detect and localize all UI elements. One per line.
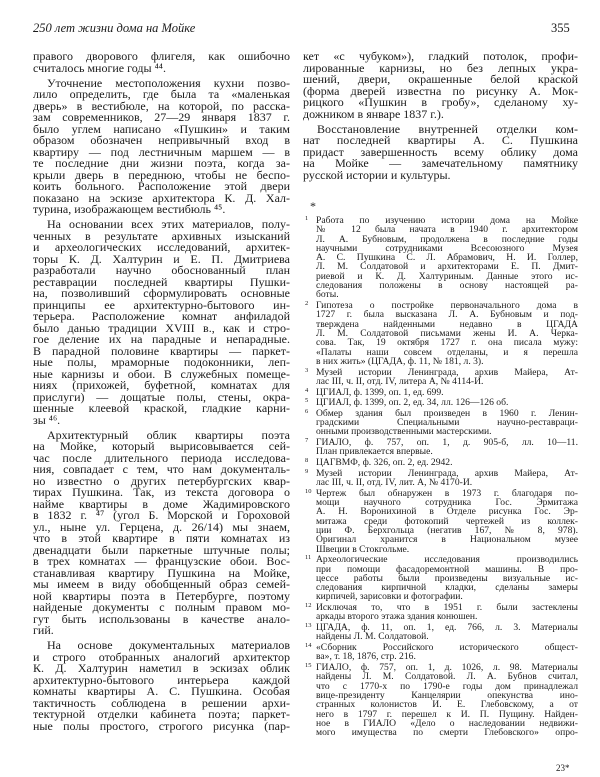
footnote-line: лас III, ч. II, отд. IV, литера А, № 4114-И. [316, 375, 484, 387]
text-line: гое деление их на парадные и непарадные. [33, 332, 290, 346]
footnote [305, 216, 578, 300]
paragraph [303, 121, 578, 182]
footnote-line: сова. Так, 19 октября 1727 г. она писала мужу: [316, 337, 578, 349]
text-line: ные полы простого, строгого рисунка (пар- [33, 718, 290, 733]
text-line: ниях (прихожей, буфетной, комнатах для [33, 378, 290, 392]
footnote-line: Л. М. Солдатовой и архитекторами Е. П. Дмит- [316, 261, 578, 273]
left-column-text [33, 51, 290, 736]
text-line: терьера. Расположение комнат анфиладой [33, 309, 290, 323]
footnote-line: Л. А. Бубновым, продолжена в последние годы [316, 233, 578, 245]
footnote-line: градскими Специальными научно-реставраци- [316, 417, 578, 429]
text-line: зам современников, 27—29 января 1837 г. [33, 110, 290, 124]
text-line: час после длительного периода исследова- [33, 450, 290, 465]
text-line: в 1832 г. ⁴⁷ (угол Б. Морской и Гороховой [33, 508, 290, 522]
footnote [305, 489, 578, 554]
footnote-line: тверждена найденными недавно в ЦГАДА [316, 318, 578, 330]
footnote-number: 4 [305, 386, 309, 394]
footnote-line: Гипотеза о постройке первоначального дома в [316, 300, 578, 312]
text-line: те последние дни жизни поэта, когда за- [33, 156, 290, 170]
footnote-number: 1 [305, 215, 309, 222]
footnote-line: А. Н. Воронихиной в Отделе рисунка Гос. Эр- [316, 506, 578, 518]
footnote-line: онными производственными мастерскими. [316, 426, 492, 438]
text-line: ные карнизы и обои. В служебных помеще- [33, 366, 290, 381]
paragraph [33, 219, 290, 426]
footnote-line: Музей истории Ленинграда, архив Майера, Ат- [316, 467, 578, 479]
text-line: турина, изображающем вестибюль ⁴⁵. [33, 202, 226, 216]
text-line: кет «с чубуком»), гладкий потолок, профи- [303, 49, 578, 63]
footnote-line: «Сборник Российского исторического общест- [316, 642, 578, 654]
footnote-line: «Палаты наши совсем отделаны, и я перешла [316, 346, 578, 358]
text-line: тактичность соблюдена в решении архи- [33, 695, 290, 710]
text-line: нат последней квартиры А. С. Пушкина [303, 133, 578, 147]
text-line: разработали научно обоснованный план [33, 263, 290, 277]
text-line: на Мойке, который вырисовывается сей- [33, 439, 290, 453]
text-line: прислуги) — дощатые полы, стены, окра- [33, 389, 290, 404]
text-line: ные полы, мраморные подоконники, леп- [33, 355, 290, 369]
text-line: дожником в январе 1837 г.). [303, 106, 444, 121]
footnote [305, 458, 578, 467]
footnote-line: в них жить» (ЦГАДА, ф. 11, № 181, л. 3). [316, 355, 484, 367]
text-line: На основании всех этих материалов, полу- [47, 217, 290, 231]
text-line: показано на эскизе архитектора К. Д. Хал- [33, 190, 290, 205]
footnote-line: мощи научного сотрудника Гос. Эрмитажа [316, 497, 578, 509]
text-line: лированные карнизы, но без лепных укра- [303, 60, 578, 75]
footnote-line: вице-президенту Канцелярии опекунства ино- [316, 690, 578, 702]
footnote-line: Археологические исследования производились [316, 554, 578, 566]
footnote-line: № 12 была начата в 1940 г. архитектором [316, 224, 578, 236]
text-line: станавливая квартиру Пушкина на Мойке, [33, 565, 290, 580]
footnote-line: что с 1770-х по 1790-е годы дом принадлежал [316, 680, 578, 692]
page-number: 355 [551, 21, 570, 35]
footnote-line: Работа по изучению истории дома на Мойке [316, 215, 578, 226]
footnote-line: Швеции в Стокгольме. [316, 543, 410, 555]
text-line: ния, совпадает с тем, что нам документаль- [33, 462, 290, 476]
paragraph [33, 51, 290, 74]
text-line: К. Д. Халтурин наметил в эскизах облик [33, 661, 290, 675]
footnote-number: 13 [305, 622, 312, 630]
text-line: ченных в результате архивных изысканий [33, 228, 290, 243]
footnote-line: 1727 г. была высказана Л. А. Бубновым и под- [316, 309, 578, 321]
footnote [305, 409, 578, 437]
text-line: архитектурно-бытового интерьера каждой [33, 672, 290, 687]
footnote [305, 663, 578, 737]
footnote-line: Обмер здания был произведен в 1960 г. Ленин- [316, 407, 578, 419]
text-line: зы ⁴⁶. [33, 412, 61, 427]
footnote-number: 11 [305, 554, 312, 562]
text-line: рицкого «Пушкин в гробу», сделаному ху- [303, 95, 578, 109]
text-line: лило определить, где была та «маленькая [33, 87, 290, 101]
text-line: ул., ныне ул. Герцена, д. 26/14) мы знаем, [33, 519, 290, 534]
text-line: шенные клеевой краской, гладкие карни- [33, 401, 290, 415]
footnote-line: Оригинал хранится в Национальном музее [316, 534, 578, 546]
text-line: тектурной отделки кабинета поэта; паркет- [33, 707, 290, 721]
paragraph [33, 427, 290, 637]
footnote-line: кирпичей, зарисовки и фотографии. [316, 591, 463, 603]
footnote [305, 398, 578, 407]
printer-signature-mark: 23* [556, 763, 570, 773]
text-line: и археологических исследований, архитек- [33, 240, 290, 254]
text-line: торы К. Д. Халтурин и Е. П. Дмитриева [33, 251, 290, 266]
text-line: дверь» в вестибюле, на которой, по расска- [33, 98, 290, 113]
paragraph [33, 75, 290, 216]
footnote-line: План привлекается впервые. [316, 446, 433, 458]
footnote-number: 2 [305, 300, 309, 308]
text-line: найме квартиры в доме Жадимировского [33, 496, 290, 511]
right-column-text [303, 51, 578, 185]
footnote-line: мого имущества по смерти Глебовского» опро- [316, 727, 578, 739]
footnote-number: 6 [305, 407, 309, 415]
footnote-line: при помощи фасадоремонтной машины. В про- [316, 563, 578, 575]
text-line: квартиру — под лестничным маршем — в [33, 144, 290, 159]
paragraph [33, 640, 290, 732]
text-line: и строго отобранных аналогий архитектор [33, 649, 290, 664]
text-line: что в этой квартире в пяти комнатах из [33, 531, 290, 545]
running-title: 250 лет жизни дома на Мойке [33, 21, 196, 35]
footnotes [305, 216, 578, 739]
footnote [305, 643, 578, 662]
footnote-line: лас III, ч. II, отд. IV, лит. А, № 4170-И. [316, 477, 473, 489]
footnote-line: боты. [316, 289, 339, 301]
text-line: шений, двери, окрашенные белой краской [303, 72, 578, 86]
paragraph [303, 51, 578, 120]
footnote-line: аркады второго этажа здания конюшен. [316, 611, 478, 623]
text-line: (форма дверей известна по рисунку А. Мок- [303, 83, 578, 98]
footnote [305, 623, 578, 642]
footnote-number: 7 [305, 437, 309, 445]
text-line: комнаты квартиры А. С. Пушкина. Особая [33, 684, 290, 698]
text-line: Восстановление внутренней отделки ком- [317, 121, 578, 136]
footnote-number: 15 [305, 662, 312, 670]
text-line: на, позволивший сформулировать основные [33, 286, 290, 300]
footnote-line: странных колонистов И. Е. Глебовскому, а от [316, 699, 578, 711]
footnote [305, 555, 578, 601]
footnote-line: Исключая то, что в 1951 г. были застеклены [316, 602, 578, 614]
footnote-line: найдены Л. М. Солдатовой. [316, 631, 429, 643]
text-line: реставрации последней квартиры Пушки- [33, 274, 290, 289]
footnote [305, 469, 578, 488]
text-line: Архитектурный облик квартиры поэта [47, 427, 290, 442]
text-line: В парадной половине квартиры — паркет- [33, 343, 290, 358]
text-line: но известно о других петербургских квар- [33, 473, 290, 488]
text-line: двенадцати были паркетные штучные полы; [33, 542, 290, 557]
text-line: найденые документы с полным правом мо- [33, 600, 290, 614]
footnote-number: 8 [305, 457, 309, 465]
footnote-line: митажа среди фотокопий чертежей из коллек- [316, 515, 578, 527]
text-line: было углем написано «Пушкин» и таким [33, 121, 290, 136]
footnote [305, 388, 578, 397]
text-line: было данью традиции XVIII в., как и стро- [33, 320, 290, 335]
footnote-line: Чертеж был обнаружен в 1973 г. благодаря по- [316, 487, 578, 499]
text-line: придаст завершенность всему облику дома [303, 144, 578, 159]
text-line: гут быть использованы в качестве анало- [33, 611, 290, 626]
footnote-line: А. С. Пушкина С. Л. Абрамович, Н. И. Голлер, [316, 252, 578, 264]
footnote-separator: * [310, 199, 316, 213]
text-line: Уточнение местоположения кухни позво- [47, 75, 290, 90]
footnote-number: 12 [305, 602, 312, 610]
footnote-number: 9 [305, 467, 309, 475]
footnote-line: ГИАЛО, ф. 757, оп. 1, д. 1026, л. 98. Материалы [316, 662, 578, 674]
footnote-line: найдены Л. М. Солдатовой. Л. А. Бубнов считал, [316, 671, 578, 683]
footnote [305, 603, 578, 622]
footnote-line: Л. М. Солдатовой письмами жены И. А. Черка- [316, 327, 578, 339]
text-line: На основе документальных материалов [47, 638, 290, 652]
footnote-line: ное в ГИАЛО «Дело о наследовании недвижи- [316, 717, 578, 729]
text-line: считалось многие годы ⁴⁴. [33, 60, 166, 75]
footnote-number: 14 [305, 642, 312, 650]
text-line: тирах Пушкина. Так, из текста договора о [33, 485, 290, 499]
text-line: принципы ее архитектурно-бытового ин- [33, 297, 290, 312]
footnote-line: ЦГИАЛ, ф. 1399, оп. 2, ед. 34, лл. 126—126 об. [316, 397, 509, 409]
footnote-line: ЦАГВМФ, ф. 326, оп. 2, ед. 2942. [316, 457, 453, 469]
footnote [305, 438, 578, 457]
text-line: правого дворового флигеля, как ошибочно [33, 49, 290, 63]
text-line: в трех комнатах — французские обои. Вос- [33, 554, 290, 568]
footnote-line: ва», т. 18, 1876, стр. 216. [316, 651, 416, 663]
footnote-number: 5 [305, 397, 309, 405]
text-line: мы имеем в виду обобщенный образ семей- [33, 577, 290, 591]
footnote [305, 368, 578, 387]
footnote-line: Музей истории Ленинграда, архив Майера, Ат- [316, 366, 578, 378]
text-line: образом обозначен непривычный вход в [33, 133, 290, 147]
footnote-line: него в 1797 г. перешел к И. П. Пущину. Найден- [316, 708, 578, 720]
footnote-line: ГИАЛО, ф. 757, оп. 1, д. 905-б, лл. 10—11. [316, 437, 578, 449]
text-line: коить больного. Расположение этой двери [33, 179, 290, 193]
footnote [305, 301, 578, 366]
footnote-line: ЦГИАЛ, ф. 1399, оп. 1, ед. 699. [316, 386, 444, 398]
footnote-line: цессе работы были произведены визуальные ис- [316, 572, 578, 584]
text-line: русской истории и культуры. [303, 167, 451, 182]
footnote-number: 3 [305, 366, 309, 374]
footnote-line: следования положены в основу настоящей ра- [316, 280, 578, 292]
text-line: ной квартиры поэта в Петербурге, поэтому [33, 588, 290, 603]
footnote-line: научными сотрудниками Всесоюзного Музея [316, 242, 578, 254]
footnote-number: 10 [305, 487, 312, 495]
text-line: крыли дверь в переднюю, чтобы не беспо- [33, 167, 290, 182]
footnote-line: ции Ф. Берхгольца (негатив 167, № 8, 978). [316, 525, 578, 537]
text-line: на Мойке — замечательному памятнику [303, 156, 578, 170]
footnote-line: следования кирпичной кладки, сделаны замеры [316, 582, 578, 594]
text-line: гий. [33, 623, 54, 637]
footnote-line: ЦГАДА, ф. 11, оп. 1, ед. 766, л. 3. Материалы [316, 622, 578, 634]
footnote-line: риевой и К. Д. Халтуриным. Данные этого ис- [316, 270, 578, 282]
